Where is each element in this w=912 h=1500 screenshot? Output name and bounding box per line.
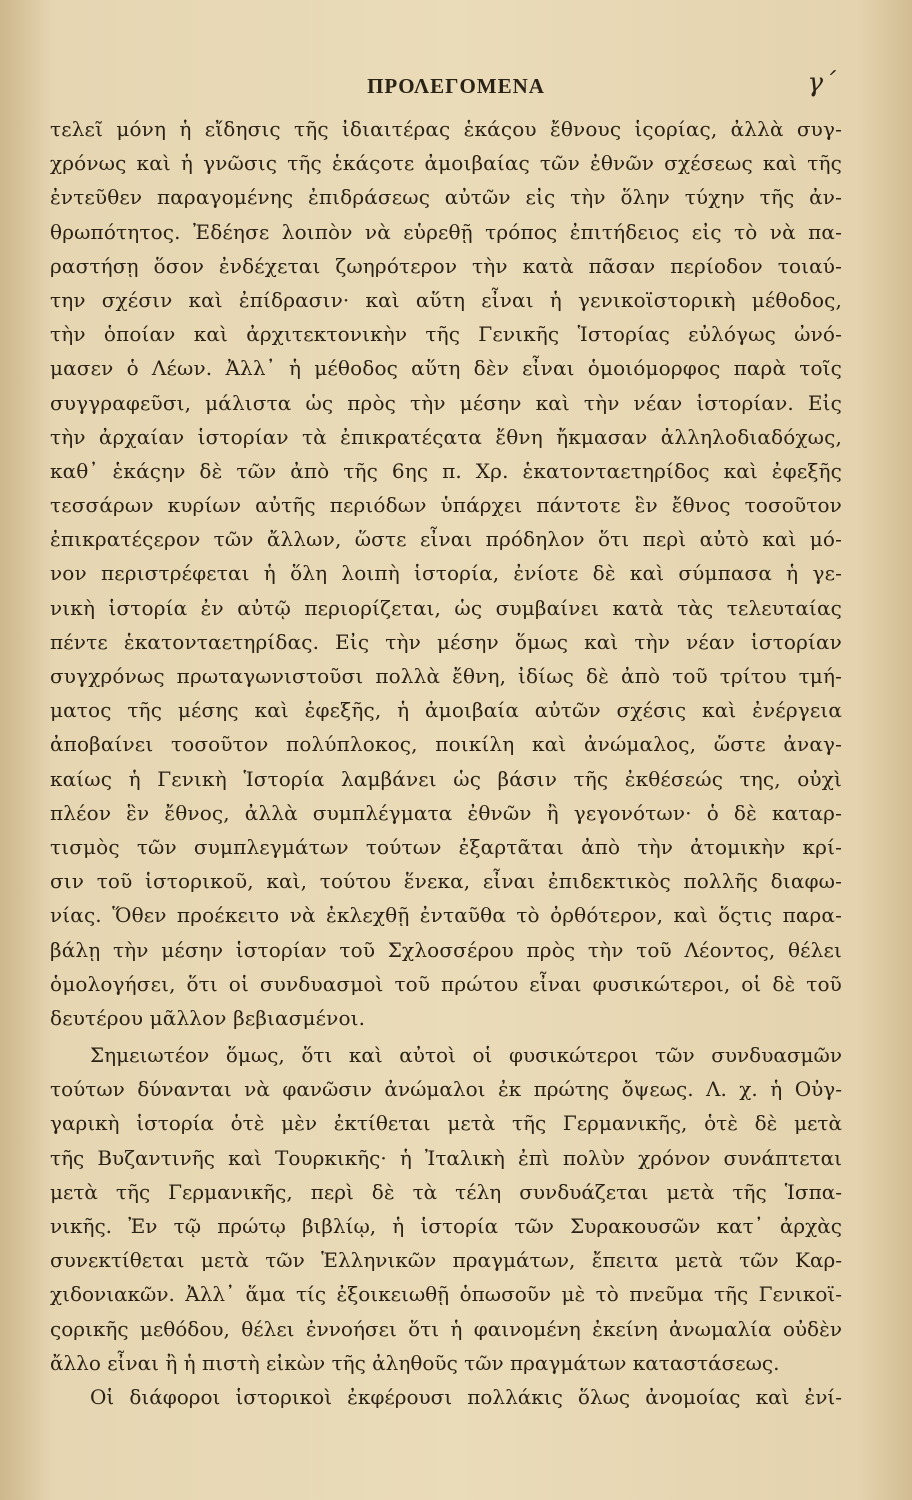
- text-line: ςορικῆς μεθόδου, θέλει ἐννοήσει ὅτι ἡ φαινομένη ἐκείνη ἀνωμαλία οὐδὲν: [50, 1316, 842, 1341]
- text-line: ἄλλο εἶναι ἢ ἡ πιστὴ εἰκὼν τῆς ἀληθοῦς τῶν πραγμάτων καταστάσεως.: [50, 1350, 780, 1375]
- text-line: ἐπικρατέςερον τῶν ἄλλων, ὥστε εἶναι πρόδηλον ὅτι περὶ αὐτὸ καὶ μό-: [50, 527, 842, 552]
- text-line: πλέον ἓν ἔθνος, ἀλλὰ συμπλέγματα ἐθνῶν ἢ γεγονότων· ὁ δὲ καταρ-: [50, 800, 842, 825]
- paragraph-1: [50, 112, 842, 1035]
- text-line: Σημειωτέον ὅμως, ὅτι καὶ αὐτοὶ οἱ φυσικώτεροι τῶν συνδυασμῶν: [90, 1043, 842, 1068]
- text-line: ὁμολογήσει, ὅτι οἱ συνδυασμοὶ τοῦ πρώτου εἶναι φυσικώτεροι, οἱ δὲ τοῦ: [50, 971, 842, 996]
- text-line: την σχέσιν καὶ ἐπίδρασιν· καὶ αὕτη εἶναι ἡ γενικοϊστορικὴ μέθοδος,: [50, 287, 842, 312]
- text-line: χιδονιακῶν. Ἀλλ᾽ ἅμα τίς ἐξοικειωθῇ ὁπωσοῦν μὲ τὸ πνεῦμα τῆς Γενικοϊ-: [50, 1282, 842, 1307]
- text-line: συνεκτίθεται μετὰ τῶν Ἑλληνικῶν πραγμάτων, ἔπειτα μετὰ τῶν Καρ-: [50, 1248, 842, 1273]
- text-line: τὴν ἀρχαίαν ἱστορίαν τὰ ἐπικρατέςατα ἔθνη ἤκμασαν ἀλληλοδιαδόχως,: [50, 424, 842, 449]
- text-line: τὴν ὁποίαν καὶ ἀρχιτεκτονικὴν τῆς Γενικῆς Ἱστορίας εὐλόγως ὠνό-: [50, 322, 842, 347]
- text-line: τελεῖ μόνη ἡ εἴδησις τῆς ἰδιαιτέρας ἑκάςου ἔθνους ἱςορίας, ἀλλὰ συγ-: [50, 117, 842, 141]
- text-line: δευτέρου μᾶλλον βεβιασμένοι.: [50, 1005, 366, 1030]
- text-line: συγχρόνως πρωταγωνιστοῦσι πολλὰ ἔθνη, ἰδίως δὲ ἀπὸ τοῦ τρίτου τμή-: [50, 664, 842, 688]
- paragraph-2: [50, 1038, 842, 1380]
- text-line: θρωπότητος. Ἐδέησε λοιπὸν νὰ εὑρεθῇ τρόπος ἐπιτήδειος εἰς τὸ νὰ πα-: [50, 219, 842, 244]
- text-line: νίας. Ὅθεν προέκειτο νὰ ἐκλεχθῇ ἐνταῦθα τὸ ὀρθότερον, καὶ ὅςτις παρα-: [50, 903, 842, 928]
- text-line: πέντε ἑκατονταετηρίδας. Εἰς τὴν μέσην ὅμως καὶ τὴν νέαν ἱστορίαν: [50, 629, 842, 654]
- text-line: ραστήσῃ ὅσον ἐνδέχεται ζωηρότερον τὴν κατὰ πᾶσαν περίοδον τοιαύ-: [50, 253, 842, 278]
- text-line: νον περιστρέφεται ἡ ὅλη λοιπὴ ἱστορία, ἐνίοτε δὲ καὶ σύμπασα ἡ γε-: [50, 561, 842, 586]
- page-number: γ΄: [807, 68, 836, 98]
- text-line: σιν τοῦ ἱστορικοῦ, καὶ, τούτου ἕνεκα, εἶναι ἐπιδεκτικὸς πολλῆς διαφω-: [50, 869, 842, 894]
- text-line: τεσσάρων κυρίων αὐτῆς περιόδων ὑπάρχει πάντοτε ἓν ἔθνος τοσοῦτον: [50, 493, 842, 518]
- text-line: ματος τῆς μέσης καὶ ἐφεξῆς, ἡ ἀμοιβαία αὐτῶν σχέσις καὶ ἐνέργεια: [50, 698, 842, 723]
- text-line: μασεν ὁ Λέων. Ἀλλ᾽ ἡ μέθοδος αὕτη δὲν εἶναι ὁμοιόμορφος παρὰ τοῖς: [50, 356, 842, 381]
- page-header: [0, 68, 912, 108]
- text-line: καίως ἡ Γενικὴ Ἱστορία λαμβάνει ὡς βάσιν τῆς ἐκθέσεώς της, οὐχὶ: [50, 766, 842, 791]
- text-line: νικὴ ἱστορία ἐν αὐτῷ περιορίζεται, ὡς συμβαίνει κατὰ τὰς τελευταίας: [50, 595, 842, 620]
- text-line: γαρικὴ ἱστορία ὁτὲ μὲν ἐκτίθεται μετὰ τῆς Γερμανικῆς, ὁτὲ δὲ μετὰ: [50, 1111, 842, 1136]
- text-line: τισμὸς τῶν συμπλεγμάτων τούτων ἐξαρτᾶται ἀπὸ τὴν ἀτομικὴν κρί-: [50, 834, 842, 859]
- text-line: καθ᾽ ἑκάςην δὲ τῶν ἀπὸ τῆς 6ης π. Χρ. ἑκατονταετηρίδος καὶ ἐφεξῆς: [50, 458, 842, 483]
- body-text: [50, 112, 842, 1414]
- text-line: τούτων δύνανται νὰ φανῶσιν ἀνώμαλοι ἐκ πρώτης ὄψεως. Λ. χ. ἡ Οὐγ-: [50, 1077, 842, 1102]
- text-line: τῆς Βυζαντινῆς καὶ Τουρκικῆς· ἡ Ἰταλικὴ ἐπὶ πολὺν χρόνον συνάπτεται: [50, 1145, 842, 1170]
- running-title: ΠΡΟΛΕΓΟΜΕΝΑ: [367, 74, 545, 98]
- text-line: μετὰ τῆς Γερμανικῆς, περὶ δὲ τὰ τέλη συνδυάζεται μετὰ τῆς Ἱσπα-: [50, 1179, 842, 1204]
- text-line: ἐντεῦθεν παραγομένης ἐπιδράσεως αὐτῶν εἰς τὴν ὅλην τύχην τῆς ἀν-: [50, 185, 842, 210]
- text-line: συγγραφεῦσι, μάλιστα ὡς πρὸς τὴν μέσην καὶ τὴν νέαν ἱστορίαν. Εἰς: [50, 390, 842, 415]
- text-line: Οἱ διάφοροι ἱστορικοὶ ἐκφέρουσι πολλάκις ὅλως ἀνομοίας καὶ ἐνί-: [90, 1384, 842, 1409]
- text-line: ἀποβαίνει τοσοῦτον πολύπλοκος, ποικίλη καὶ ἀνώμαλος, ὥστε ἀναγ-: [50, 732, 842, 757]
- text-line: νικῆς. Ἐν τῷ πρώτῳ βιβλίῳ, ἡ ἱστορία τῶν Συρακουσῶν κατ᾽ ἀρχὰς: [50, 1214, 842, 1238]
- text-line: χρόνως καὶ ἡ γνῶσις τῆς ἑκάςοτε ἀμοιβαίας τῶν ἐθνῶν σχέσεως καὶ τῆς: [50, 151, 842, 176]
- text-line: βάλῃ τὴν μέσην ἱστορίαν τοῦ Σχλοσσέρου πρὸς τὴν τοῦ Λέοντος, θέλει: [50, 937, 842, 962]
- paragraph-3: [50, 1380, 842, 1414]
